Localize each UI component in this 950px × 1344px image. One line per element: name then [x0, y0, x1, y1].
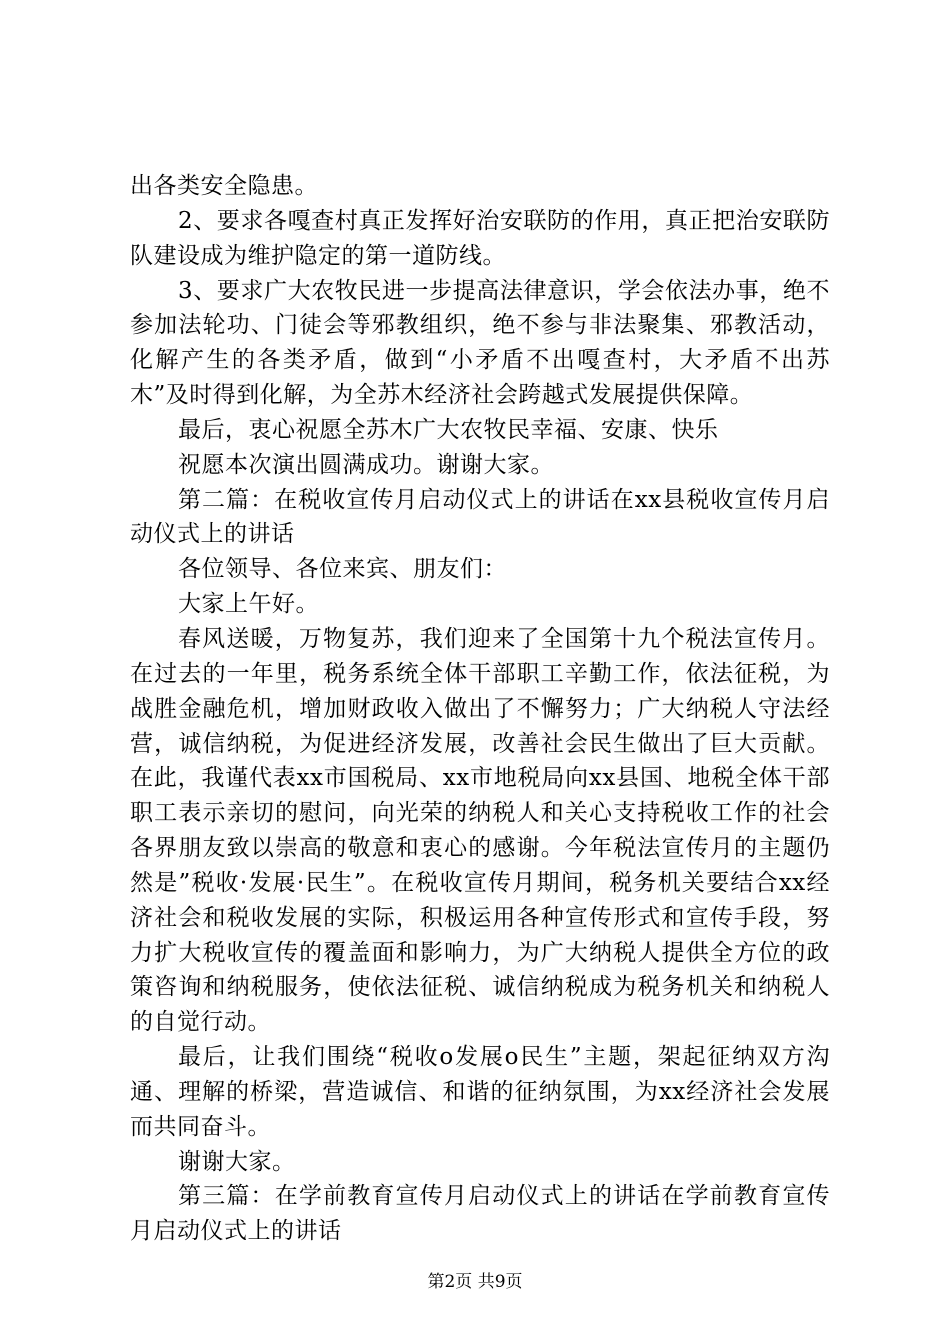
paragraph: 祝愿本次演出圆满成功。谢谢大家。	[178, 451, 554, 478]
closing-thanks: 谢谢大家。	[178, 1148, 296, 1175]
section-heading: 第二篇：在税收宣传月启动仪式上的讲话在xx县税收宣传月启动仪式上的讲话	[130, 486, 830, 548]
paragraph: 最后，让我们围绕“税收o发展o民生”主题，架起征纳双方沟通、理解的桥梁，营造诚信、和谐的征纳氛围，为xx经济社会发展而共同奋斗。	[130, 1044, 830, 1140]
paragraph: 3、要求广大农牧民进一步提高法律意识，学会依法办事，绝不参加法轮功、门徒会等邪教组织，绝不参与非法聚集、邪教活动，化解产生的各类矛盾，做到“小矛盾不出嘎查村，大矛盾不出苏木”及时得到化解，为全苏木经济社会跨越式发展提供保障。	[130, 277, 830, 409]
paragraph: 出各类安全隐患。	[130, 173, 318, 199]
page-number-footer: 第2页 共9页	[427, 1272, 523, 1292]
paragraph: 最后，衷心祝愿全苏木广大农牧民幸福、安康、快乐	[178, 416, 719, 443]
document-body	[130, 169, 830, 1249]
salutation: 各位领导、各位来宾、朋友们：	[178, 556, 507, 583]
paragraph: 春风送暖，万物复苏，我们迎来了全国第十九个税法宣传月。在过去的一年里，税务系统全体干部职工辛勤工作，依法征税，为战胜金融危机，增加财政收入做出了不懈努力；广大纳税人守法经营，诚信纳税，为促进经济发展，改善社会民生做出了巨大贡献。在此，我谨代表xx市国税局、xx市地税局向xx县国、地税全体干部职工表示亲切的慰问，向光荣的纳税人和关心支持税收工作的社会各界朋友致以崇高的敬意和衷心的感谢。今年税法宣传月的主题仍然是”税收·发展·民生”。在税收宣传月期间，税务机关要结合xx经济社会和税收发展的实际，积极运用各种宣传形式和宣传手段，努力扩大税收宣传的覆盖面和影响力，为广大纳税人提供全方位的政策咨询和纳税服务，使依法征税、诚信纳税成为税务机关和纳税人的自觉行动。	[130, 625, 830, 1036]
paragraph: 2、要求各嘎查村真正发挥好治安联防的作用，真正把治安联防队建设成为维护隐定的第一道防线。	[130, 207, 830, 269]
greeting: 大家上午好。	[178, 591, 319, 618]
section-heading: 第三篇：在学前教育宣传月启动仪式上的讲话在学前教育宣传月启动仪式上的讲话	[130, 1183, 830, 1245]
